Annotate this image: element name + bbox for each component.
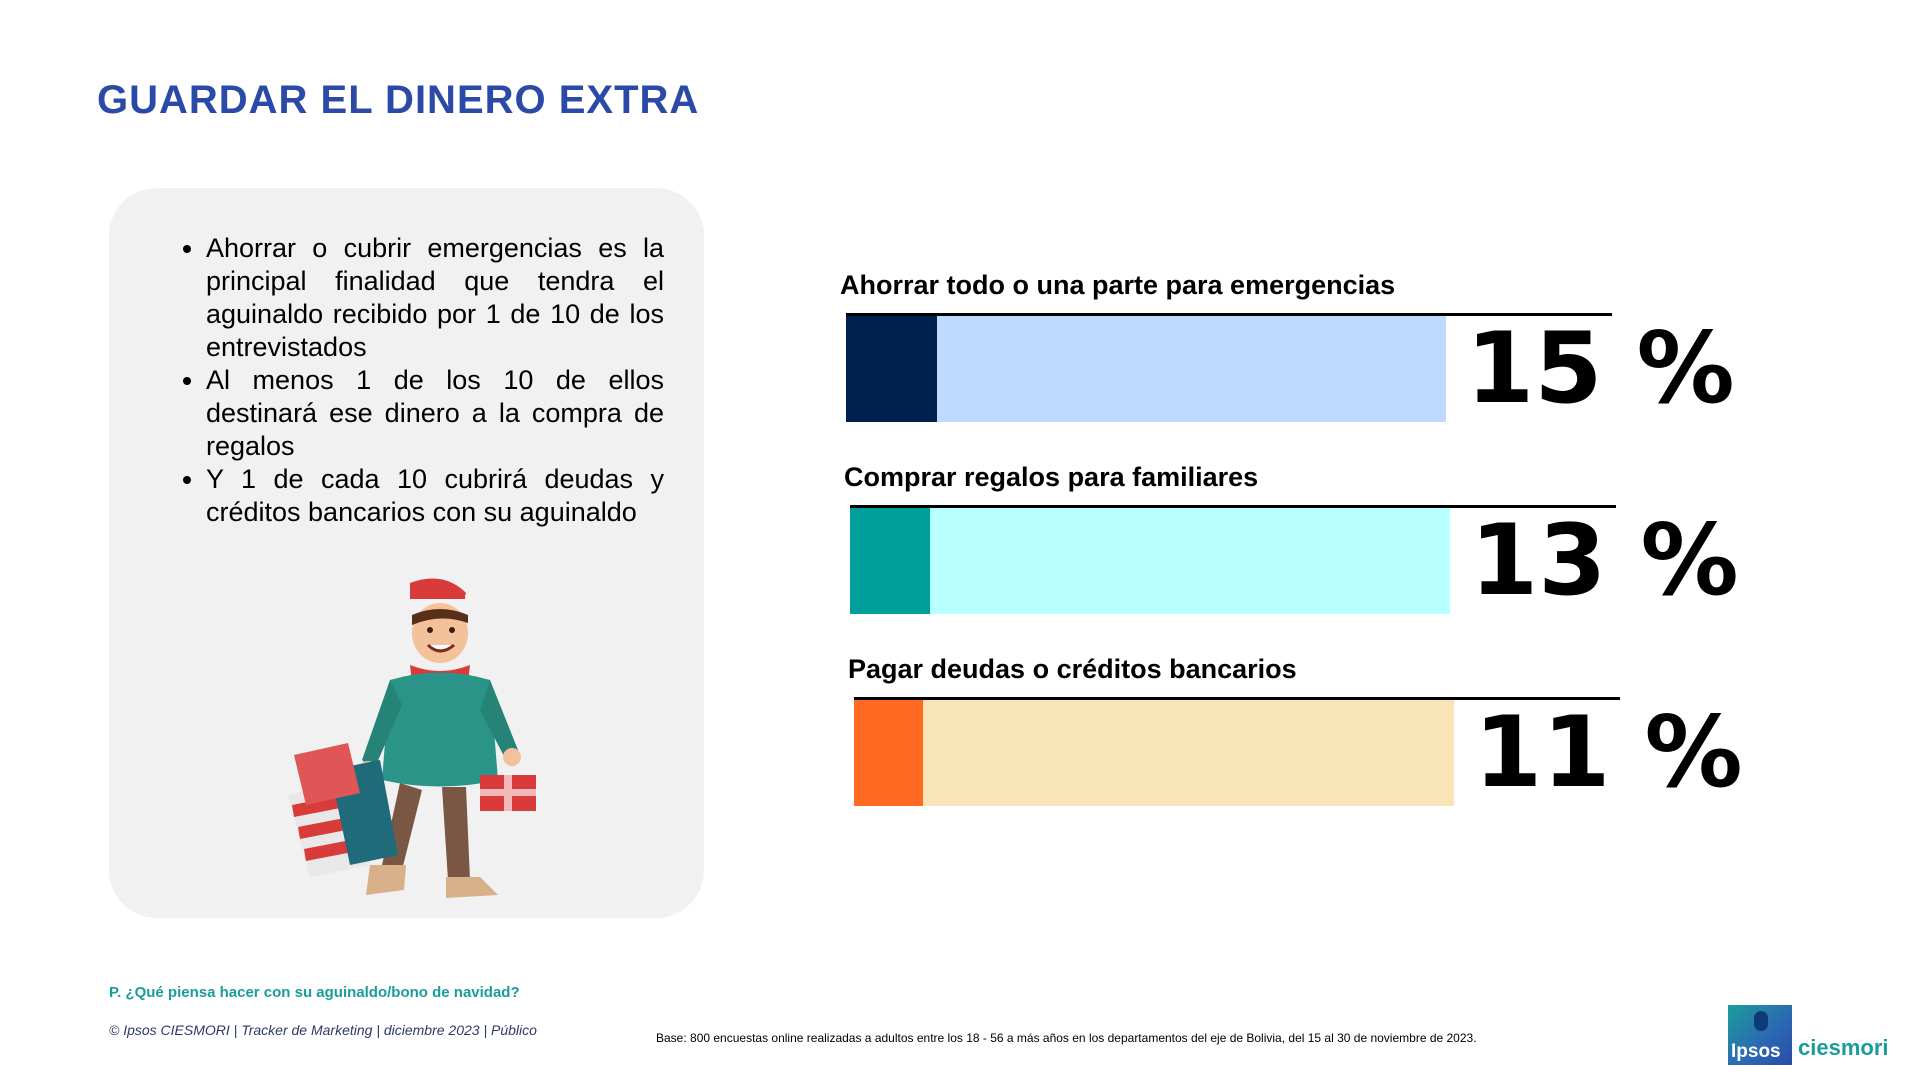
bullet-item: • Y 1 de cada 10 cubrirá deudas y créditos bancarios con su aguinaldo: [206, 463, 664, 529]
value-label: 15 %: [1466, 312, 1735, 426]
copyright-note: © Ipsos CIESMORI | Tracker de Marketing | diciembre 2023 | Público: [109, 1022, 537, 1038]
bar-fill: [846, 316, 937, 422]
ipsos-logo-box: [1728, 1005, 1792, 1065]
logo-mark-icon: [1754, 1011, 1768, 1031]
bullet-item: • Ahorrar o cubrir emergencias es la principal finalidad que tendra el aguinaldo recibido por 1 de 10 de los entrevistados: [206, 232, 664, 364]
page-title: GUARDAR EL DINERO EXTRA: [97, 78, 700, 122]
base-note: Base: 800 encuestas online realizadas a adultos entre los 18 - 56 a más años en los departamentos del eje de Bolivia, del 15 al 30 de noviembre de 2023.: [656, 1031, 1477, 1045]
value-label: 11 %: [1474, 696, 1743, 810]
bar-track: [854, 700, 1454, 806]
logo-wordmark: ciesmori: [1798, 1035, 1889, 1060]
category-label: Comprar regalos para familiares: [844, 462, 1259, 492]
bar-track: [850, 508, 1450, 614]
chart-row: [840, 270, 1780, 450]
chart-row: [848, 654, 1788, 834]
value-label: 13 %: [1470, 504, 1739, 618]
bar-track: [846, 316, 1446, 422]
summary-bullets: [180, 232, 664, 529]
ipsos-ciesmori-logo: [1728, 1005, 1893, 1067]
bar-fill: [854, 700, 923, 806]
bar-chart: [840, 270, 1780, 840]
chart-row: [844, 462, 1784, 642]
logo-box-text: Ipsos: [1731, 1041, 1781, 1062]
christmas-shopper-illustration: [270, 565, 550, 920]
bar-fill: [850, 508, 930, 614]
bullet-item: • Al menos 1 de los 10 de ellos destinará ese dinero a la compra de regalos: [206, 364, 664, 463]
survey-question: P. ¿Qué piensa hacer con su aguinaldo/bono de navidad?: [109, 984, 520, 1001]
category-label: Ahorrar todo o una parte para emergencias: [840, 270, 1396, 300]
category-label: Pagar deudas o créditos bancarios: [848, 654, 1297, 684]
